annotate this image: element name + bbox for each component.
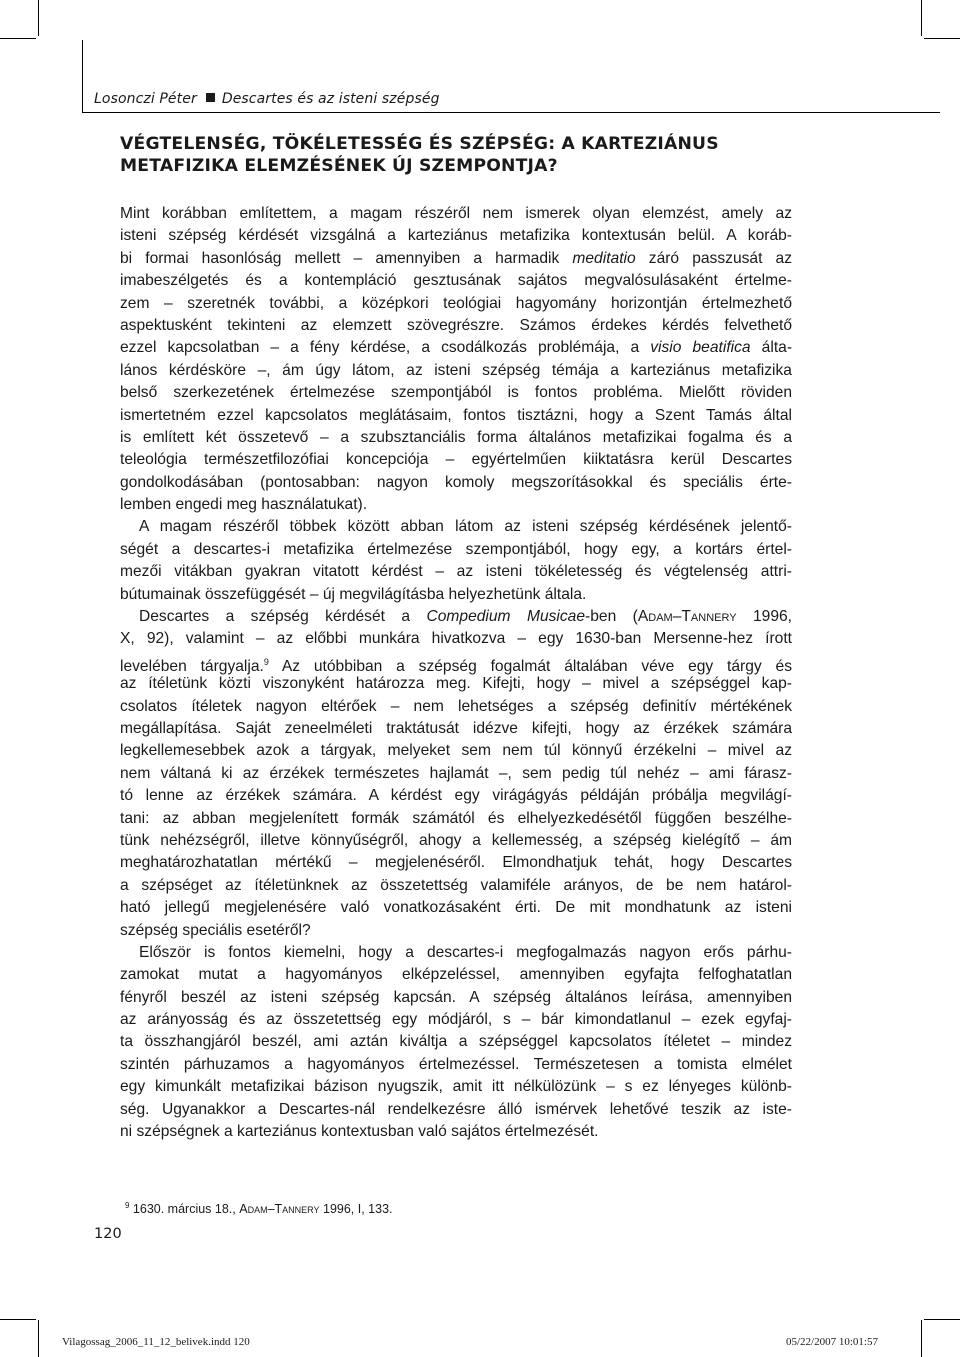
crop-mark [921,1320,922,1357]
section-title-line: METAFIZIKA ELEMZÉSÉNEK ÚJ SZEMPONTJA? [120,155,558,176]
crop-mark [38,1320,39,1357]
text-line: tó lenne az érzékek számára. A kérdést egy virágágyás példáján próbálja megvilágí- [120,787,792,805]
text-line: gondolkodásában (pontosabban: nagyon komoly megszorításokkal és speciális érte- [120,473,792,491]
header-rule-vertical [82,40,83,113]
body-text [120,203,792,1143]
text-line: Először is fontos kiemelni, hogy a descartes-i megfogalmazás nagyon erős párhu- [139,943,792,961]
text-line: ismertetném ezzel kapcsolatos meglátásaim, fontos tisztázni, hogy a Szent Tamás által [120,406,792,424]
text-line: ség. Ugyanakkor a Descartes-nál rendelkezésre álló ismérvek lehetővé teszik az iste- [120,1100,792,1118]
text-line: A magam részéről többek között abban látom az isteni szépség kérdésének jelentő- [139,518,792,536]
text-line: Descartes a szépség kérdését a Compedium Musicae-ben (Adam–Tannery 1996, [139,608,792,626]
text-line: tani: az abban megjelenített formák számától és elhelyezkedésétől függően beszélhe- [120,809,792,827]
crop-mark [38,0,39,36]
crop-mark [924,1319,960,1320]
text-line: is említett két összetevő – a szubsztanciális forma általános metafizikai fogalma és a [120,428,792,446]
running-header [94,91,440,107]
square-bullet-icon [206,93,215,102]
text-line: zamokat mutat a hagyományos elképzeléssel, amennyiben egyfajta felfoghatatlan [120,966,792,984]
text-line: zem – szeretnék további, a középkori teológiai hagyomány horizontján értelmezhető [120,294,792,312]
text-line: levelében tárgyalja.$^9$ Az utóbbiban a szépség fogalmát általában véve egy tárgy és [120,656,792,675]
text-line: egy kimunkált metafizikai bázison nyugszik, amit itt nélkülözünk – s ez lényeges különb- [120,1078,792,1096]
text-line: bútumainak összefüggését – új megvilágításba helyezhetünk általa. [120,585,587,603]
text-line: teleológia természetfilozófiai koncepciója – egyértelműen kiiktatásra kerül Descartes [120,451,792,469]
text-line: lemben engedi meg használatukat). [120,496,368,514]
text-line: megállapítása. Saját zeneelméleti traktátusát idézve kifejti, hogy az érzékek számára [120,719,792,737]
text-line: fényről beszél az isteni szépség kapcsán. A szépség általános leírása, amennyiben [120,988,792,1006]
slug-filename: Vilagossag_2006_11_12_belivek.indd 120 [62,1336,250,1348]
text-line: a szépséget az ítéletünknek az összetettség valamiféle arányos, de be nem határol- [120,876,792,894]
text-line: ható jellegű megjelenésére való vonatkozásaként érti. De mit mondhatunk az isteni [120,899,792,917]
crop-mark [0,38,36,39]
text-line: csolatos ítéletek nagyon eltérőek – nem lehetséges a szépség definitív mértékének [120,697,792,715]
footnote-text: $^9$ 1630. március 18., Adam–Tannery 1996, I, 133. [125,1201,393,1217]
text-line: szépség speciális esetéről? [120,921,311,939]
text-line: az arányosság és az összetettség egy módjáról, s – bár kimondatlanul – ezek egyfaj- [120,1011,792,1029]
text-line: bi formai hasonlóság mellett – amennyiben a harmadik meditatio záró passzusát az [120,249,792,267]
text-line: az ítéletünk közti viszonyként határozza meg. Kifejti, hogy – mivel a szépséggel kap- [120,675,792,693]
text-line: ta összhangjáról beszél, ami aztán kiváltja a szépséggel kapcsolatos ítéletet – mindez [120,1033,792,1051]
crop-mark [924,38,960,39]
crop-mark [921,0,922,36]
text-line: belső szerkezetének értelmezése szempontjából is fontos probléma. Mielőtt röviden [120,384,792,402]
text-line: legkellemesebbek azok a tárgyak, melyeket sem nem túl könnyű érzékelni – mivel az [120,742,792,760]
text-line: mezői vitákban gyakran vitatott kérdést – az isteni tökéletesség és végtelenség attri- [120,563,792,581]
text-line: X, 92), valamint – az előbbi munkára hivatkozva – egy 1630-ban Mersenne-hez írott [120,630,792,648]
header-rule-horizontal [82,112,940,113]
text-line: szintén párhuzamos a hagyományos értelmezéssel. Természetesen a tomista elmélet [120,1055,792,1073]
section-title-line: VÉGTELENSÉG, TÖKÉLETESSÉG ÉS SZÉPSÉG: A KARTEZIÁNUS [120,134,719,154]
text-line: lános kérdésköre –, ám úgy látom, az isteni szépség témája a karteziánus metafizika [120,361,792,379]
slug-timestamp: 05/22/2007 10:01:57 [786,1336,878,1348]
text-line: Mint korábban említettem, a magam részéről nem ismerek olyan elemzést, amely az [120,205,792,222]
text-line: isteni szépség kérdését vizsgálná a karteziánus metafizika kontextusán belül. A koráb- [120,227,792,245]
text-line: meghatározhatatlan mértékű – megjelenéséről. Elmondhatjuk tehát, hogy Descartes [120,854,792,872]
text-line: ni szépségnek a karteziánus kontextusban való sajátos értelmezését. [120,1123,599,1141]
text-line: imabeszélgetés és a kontempláció gesztusának sajátos megvalósulásaként értelme- [120,272,792,290]
page-number: 120 [94,1226,122,1242]
text-line: ezzel kapcsolatban – a fény kérdése, a csodálkozás problémája, a visio beatifica álta- [120,339,793,357]
crop-mark [0,1319,36,1320]
section-title [120,134,820,177]
text-line: tünk nehézségről, illetve könnyűségről, ahogy a kellemesség, a szépség kielégítő – ám [120,831,792,849]
text-line: aspektusként tekinteni az elemzett szövegrészre. Számos érdekes kérdés felvethető [120,316,792,334]
text-line: nem váltaná ki az érzékek természetes hajlamát –, sem pedig túl nehéz – ami fárasz- [120,764,792,782]
text-line: ségét a descartes-i metafizika értelmezése szempontjából, hogy egy, a kortárs értel- [120,540,792,558]
header-author: Losonczi Péter [94,91,197,107]
footnote [125,1198,393,1217]
header-title: Descartes és az isteni szépség [221,91,440,107]
